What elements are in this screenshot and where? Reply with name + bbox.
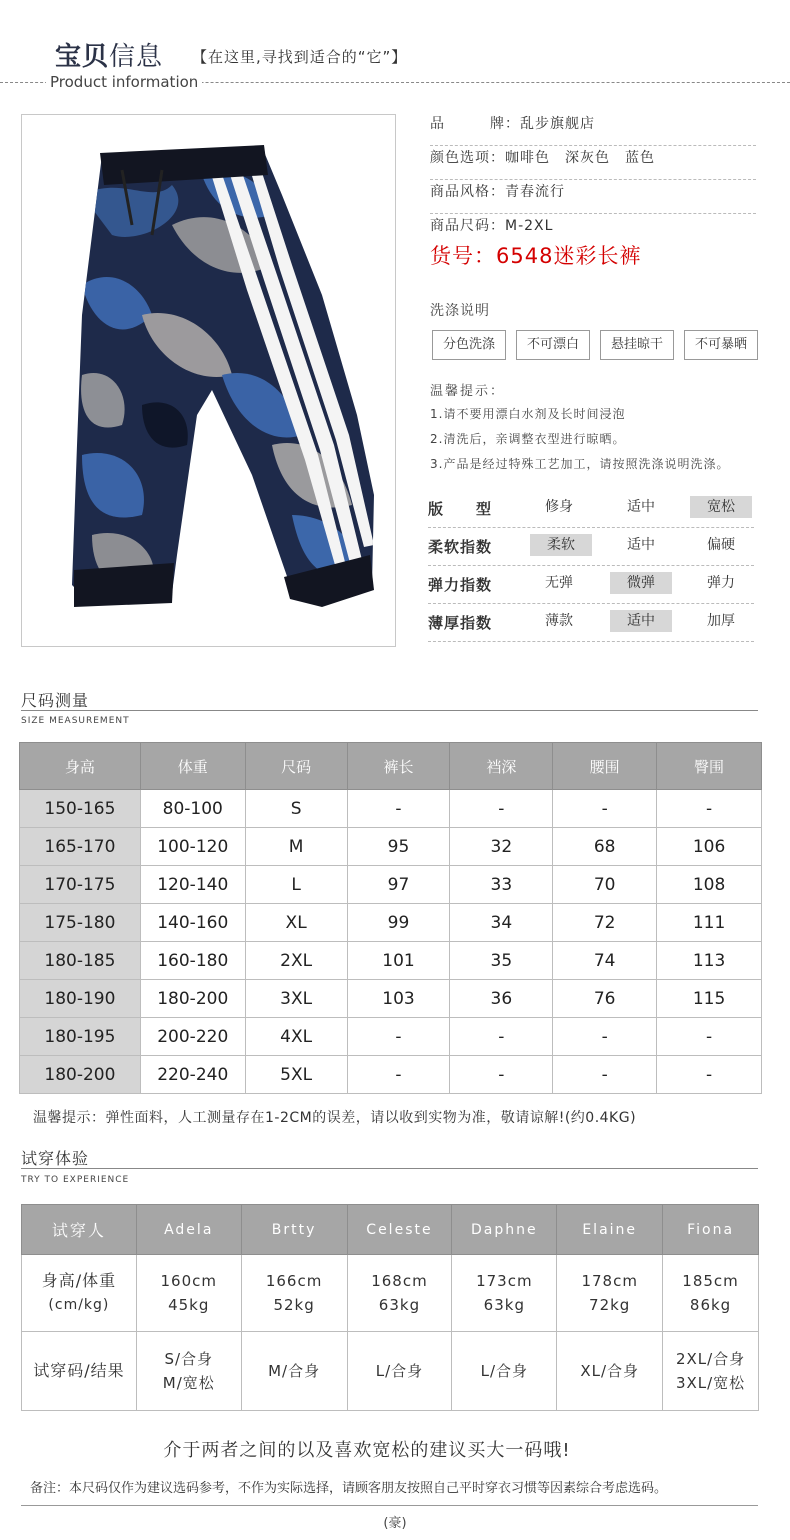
cell-length: - <box>347 790 450 828</box>
attr-label: 版 型 <box>428 500 493 518</box>
color-options: 颜色选项：咖啡色 深灰色 蓝色 <box>430 146 756 180</box>
cell-result: 2XL/合身 3XL/宽松 <box>663 1332 759 1411</box>
cell-size: 2XL <box>245 942 347 980</box>
attr-option: 薄款 <box>545 613 573 629</box>
cell-rise: - <box>450 1056 553 1094</box>
remark-note: 备注：本尺码仅作为建议选码参考，不作为实际选择，请顾客朋友按照自己平时穿衣习惯等因素综合考虑选码。 <box>30 1481 668 1496</box>
cell-height: 170-175 <box>20 866 141 904</box>
cell-size: L <box>245 866 347 904</box>
tip-line: 3.产品是经过特殊工艺加工，请按照洗涤说明洗涤。 <box>430 457 730 471</box>
col-header: 试穿人 <box>22 1205 137 1255</box>
section-divider <box>21 1168 758 1169</box>
cell-height: 175-180 <box>20 904 141 942</box>
cell-rise: 35 <box>450 942 553 980</box>
attr-option-selected: 宽松 <box>690 496 752 518</box>
cell-height-weight: 168cm 63kg <box>347 1255 452 1332</box>
attr-row-elasticity <box>428 566 754 604</box>
cell-hip: 106 <box>657 828 762 866</box>
page-title: 宝贝信息 <box>55 42 164 72</box>
cell-length: 99 <box>347 904 450 942</box>
col-header: Fiona <box>663 1205 759 1255</box>
size-info: 商品尺码：M-2XL <box>430 218 554 234</box>
table-row <box>22 1332 759 1411</box>
cell-rise: 32 <box>450 828 553 866</box>
footer-divider <box>21 1505 758 1506</box>
style-info: 商品风格：青春流行 <box>430 180 756 214</box>
col-header: 裤长 <box>347 743 450 790</box>
try-section-title: 试穿体验 <box>21 1149 90 1168</box>
cell-height: 180-190 <box>20 980 141 1018</box>
cell-result: XL/合身 <box>557 1332 663 1411</box>
wash-title: 洗涤说明 <box>430 303 490 319</box>
cell-hip: 115 <box>657 980 762 1018</box>
wash-tag: 分色洗涤 <box>432 330 506 360</box>
tips-title: 温馨提示： <box>430 384 506 399</box>
cell-size: 5XL <box>245 1056 347 1094</box>
cell-height: 180-195 <box>20 1018 141 1056</box>
cell-weight: 180-200 <box>140 980 245 1018</box>
cell-hip: - <box>657 1018 762 1056</box>
col-header: Celeste <box>347 1205 452 1255</box>
cell-length: 103 <box>347 980 450 1018</box>
size-advice: 介于两者之间的以及喜欢宽松的建议买大一码哦! <box>163 1440 571 1461</box>
cell-size: 4XL <box>245 1018 347 1056</box>
cell-waist: 76 <box>553 980 657 1018</box>
col-header: Elaine <box>557 1205 663 1255</box>
tip-line: 2.清洗后，亲调整衣型进行晾晒。 <box>430 432 626 446</box>
row-label: 身高/体重 (cm/kg) <box>22 1255 137 1332</box>
attr-option: 适中 <box>627 537 655 553</box>
cell-height: 180-185 <box>20 942 141 980</box>
attr-label: 弹力指数 <box>428 576 493 594</box>
cell-result: M/合身 <box>241 1332 347 1411</box>
size-section-english: SIZE MEASUREMENT <box>21 716 130 726</box>
cell-hip: 113 <box>657 942 762 980</box>
brand-info: 品 牌：乱步旗舰店 <box>430 112 756 146</box>
cell-height-weight: 166cm 52kg <box>241 1255 347 1332</box>
cell-rise: - <box>450 790 553 828</box>
cell-height: 180-200 <box>20 1056 141 1094</box>
cell-height: 165-170 <box>20 828 141 866</box>
footer-mark: (豪) <box>383 1516 407 1531</box>
attr-option-selected: 柔软 <box>530 534 592 556</box>
cell-weight: 120-140 <box>140 866 245 904</box>
header-english: Product information <box>46 73 202 91</box>
cell-height-weight: 160cm 45kg <box>136 1255 241 1332</box>
cell-rise: 36 <box>450 980 553 1018</box>
col-header: 臀围 <box>657 743 762 790</box>
cell-weight: 220-240 <box>140 1056 245 1094</box>
attr-option-selected: 微弹 <box>610 572 672 594</box>
attr-option-selected: 适中 <box>610 610 672 632</box>
cell-weight: 200-220 <box>140 1018 245 1056</box>
tip-line: 1.请不要用漂白水剂及长时间浸泡 <box>430 407 626 421</box>
camo-pants-illustration <box>22 115 396 647</box>
cell-waist: - <box>553 1056 657 1094</box>
cell-rise: - <box>450 1018 553 1056</box>
product-image <box>21 114 396 647</box>
table-row <box>20 1056 762 1094</box>
cell-waist: 68 <box>553 828 657 866</box>
size-table-header <box>20 743 762 790</box>
attr-row-softness <box>428 528 754 566</box>
header-subtitle: 【在这里,寻找到适合的“它”】 <box>192 48 408 66</box>
cell-size: M <box>245 828 347 866</box>
col-header: 身高 <box>20 743 141 790</box>
col-header: 裆深 <box>450 743 553 790</box>
cell-length: - <box>347 1056 450 1094</box>
cell-weight: 140-160 <box>140 904 245 942</box>
cell-length: 97 <box>347 866 450 904</box>
attr-row-thickness <box>428 604 754 642</box>
row-label: 试穿码/结果 <box>22 1332 137 1411</box>
cell-height-weight: 178cm 72kg <box>557 1255 663 1332</box>
cell-height: 150-165 <box>20 790 141 828</box>
col-header: Adela <box>136 1205 241 1255</box>
col-header: 体重 <box>140 743 245 790</box>
attr-label: 薄厚指数 <box>428 614 493 632</box>
col-header: Brtty <box>241 1205 347 1255</box>
cell-rise: 34 <box>450 904 553 942</box>
attr-option: 偏硬 <box>707 537 735 553</box>
col-header: Daphne <box>452 1205 557 1255</box>
attr-option: 无弹 <box>545 575 573 591</box>
wash-tag: 不可暴晒 <box>684 330 758 360</box>
size-section-title: 尺码测量 <box>21 691 90 710</box>
cell-waist: 72 <box>553 904 657 942</box>
table-row <box>20 904 762 942</box>
col-header: 腰围 <box>553 743 657 790</box>
table-row <box>20 942 762 980</box>
cell-hip: - <box>657 1056 762 1094</box>
product-code: 货号：6548迷彩长裤 <box>430 244 642 268</box>
cell-height-weight: 185cm 86kg <box>663 1255 759 1332</box>
cell-size: XL <box>245 904 347 942</box>
wash-tag: 悬挂晾干 <box>600 330 674 360</box>
attr-option: 适中 <box>627 499 655 515</box>
size-table <box>19 742 762 1094</box>
wash-tag: 不可漂白 <box>516 330 590 360</box>
cell-weight: 80-100 <box>140 790 245 828</box>
table-row <box>20 828 762 866</box>
col-header: 尺码 <box>245 743 347 790</box>
cell-waist: - <box>553 1018 657 1056</box>
cell-weight: 100-120 <box>140 828 245 866</box>
cell-hip: 108 <box>657 866 762 904</box>
try-section-english: TRY TO EXPERIENCE <box>21 1175 130 1185</box>
cell-length: 101 <box>347 942 450 980</box>
size-note: 温馨提示：弹性面料，人工测量存在1-2CM的误差，请以收到实物为准，敬请谅解!(约0.4KG) <box>33 1110 637 1126</box>
cell-hip: 111 <box>657 904 762 942</box>
cell-height-weight: 173cm 63kg <box>452 1255 557 1332</box>
table-row <box>20 790 762 828</box>
cell-length: 95 <box>347 828 450 866</box>
cell-result: L/合身 <box>452 1332 557 1411</box>
attr-row-fit <box>428 490 754 528</box>
table-row <box>20 866 762 904</box>
attr-label: 柔软指数 <box>428 538 493 556</box>
try-table-header <box>22 1205 759 1255</box>
cell-result: L/合身 <box>347 1332 452 1411</box>
cell-size: 3XL <box>245 980 347 1018</box>
attr-option: 弹力 <box>707 575 735 591</box>
cell-length: - <box>347 1018 450 1056</box>
cell-size: S <box>245 790 347 828</box>
attr-option: 修身 <box>545 499 573 515</box>
cell-waist: 74 <box>553 942 657 980</box>
table-row <box>22 1255 759 1332</box>
table-row <box>20 1018 762 1056</box>
cell-result: S/合身 M/宽松 <box>136 1332 241 1411</box>
cell-rise: 33 <box>450 866 553 904</box>
section-divider <box>21 710 758 711</box>
table-row <box>20 980 762 1018</box>
cell-weight: 160-180 <box>140 942 245 980</box>
attr-option: 加厚 <box>707 613 735 629</box>
try-table <box>21 1204 759 1411</box>
cell-waist: 70 <box>553 866 657 904</box>
cell-waist: - <box>553 790 657 828</box>
cell-hip: - <box>657 790 762 828</box>
